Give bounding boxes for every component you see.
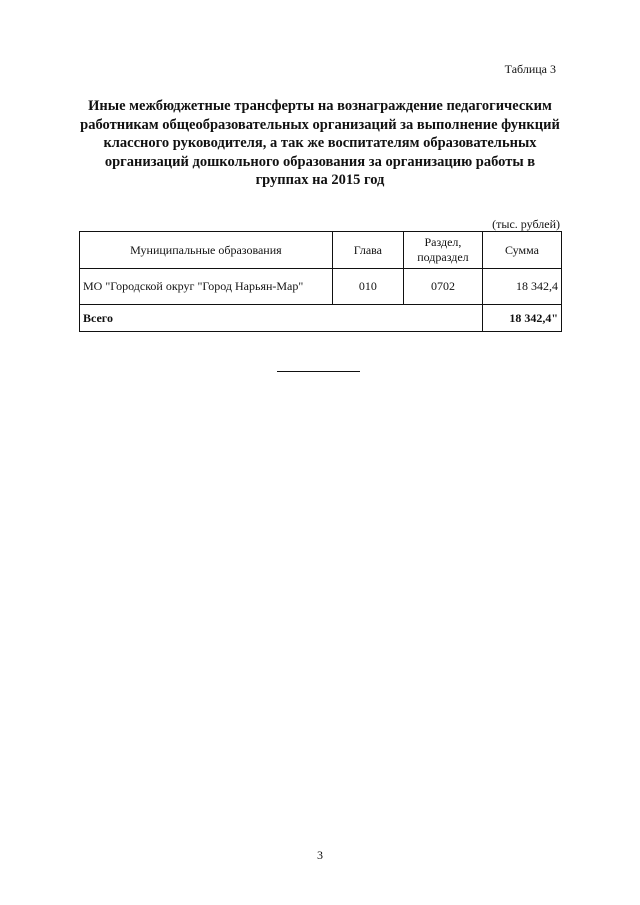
- cell-chapter: 010: [332, 269, 403, 305]
- total-amount: 18 342,4": [482, 305, 561, 332]
- cell-municipality: МО "Городской округ "Город Нарьян-Мар": [80, 269, 333, 305]
- header-section-line1: Раздел,: [424, 235, 462, 249]
- page-number: 3: [317, 848, 323, 862]
- title-line: организаций дошкольного образования за организацию работы в: [104, 153, 536, 170]
- header-municipality: Муниципальные образования: [80, 232, 333, 269]
- total-label: Всего: [80, 305, 483, 332]
- transfers-table: [79, 231, 562, 332]
- units-label: (тыс. рублей): [492, 217, 560, 231]
- table-row: [80, 269, 562, 305]
- cell-section: 0702: [403, 269, 482, 305]
- title-line: Иные межбюджетные трансферты на вознаграждение педагогическим: [88, 98, 552, 114]
- separator-line: [277, 371, 360, 372]
- document-title: [75, 97, 565, 190]
- title-line: группах на 2015 год: [255, 172, 385, 189]
- header-section: [403, 232, 482, 269]
- table-header-row: [80, 232, 562, 269]
- title-line: классного руководителя, а так же воспитателям образовательных: [103, 135, 537, 152]
- header-amount: Сумма: [482, 232, 561, 269]
- table-number-label: Таблица 3: [504, 62, 556, 76]
- header-section-line2: подраздел: [417, 250, 469, 264]
- cell-amount: 18 342,4: [482, 269, 561, 305]
- title-line: работникам общеобразовательных организаций за выполнение функций: [80, 116, 560, 133]
- table-total-row: [80, 305, 562, 332]
- header-chapter: Глава: [332, 232, 403, 269]
